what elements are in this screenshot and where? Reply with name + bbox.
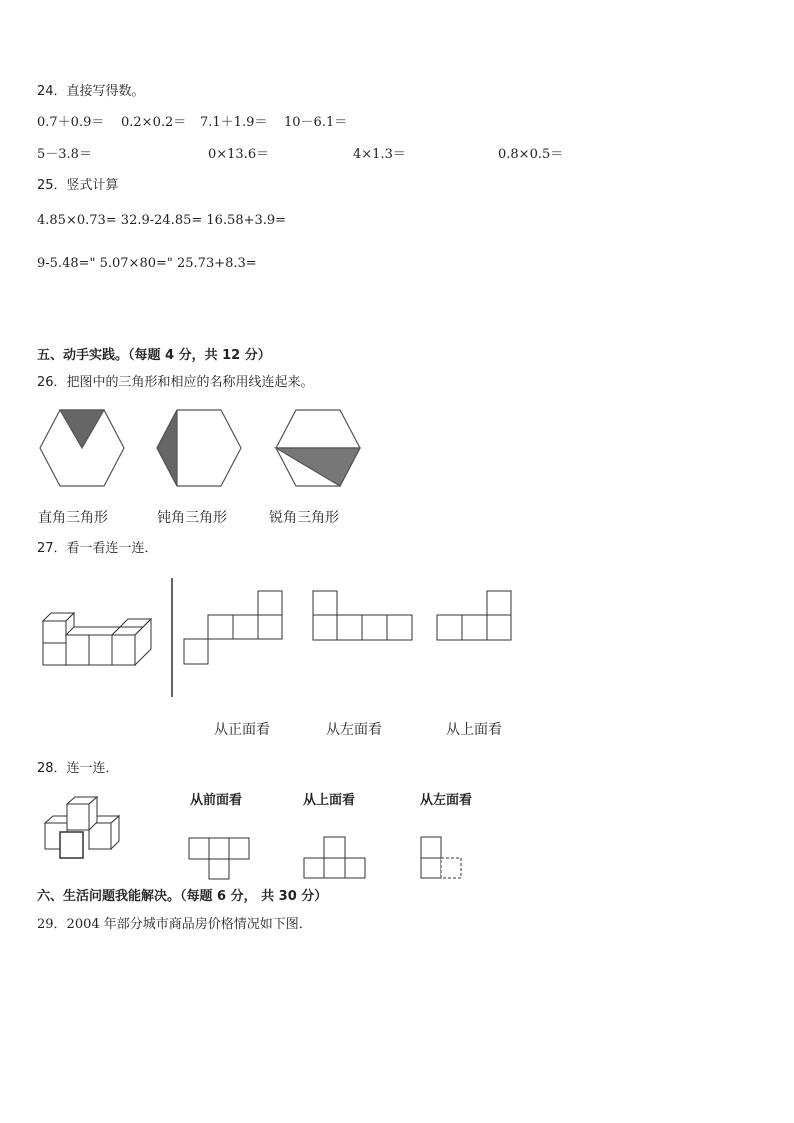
q24-item: 0.2×0.2＝ — [121, 115, 187, 130]
section-5-heading: 五、动手实践。（每题 4 分，共 12 分） — [37, 348, 271, 363]
q28-3d-cubes — [45, 797, 119, 858]
q25-line: 4.85×0.73= 32.9-24.85= 16.58+3.9= — [37, 213, 287, 228]
q27-label: 从上面看 — [446, 722, 502, 738]
q26-label: 锐角三角形 — [269, 510, 339, 526]
q25-line: 9-5.48=" 5.07×80=" 25.73+8.3= — [37, 256, 257, 271]
q29-title: 29．2004 年部分城市商品房价格情况如下图． — [37, 917, 312, 932]
q24-item: 0.8×0.5＝ — [498, 147, 564, 162]
q28-view-left — [421, 837, 461, 878]
q28-view-top — [304, 837, 365, 878]
q28-label: 从左面看 — [420, 793, 473, 808]
section-6-heading: 六、生活问题我能解决。（每题 6 分， 共 30 分） — [37, 889, 328, 904]
q28-label: 从上面看 — [303, 793, 356, 808]
q26-label: 直角三角形 — [38, 510, 108, 526]
q24-item: 10－6.1＝ — [284, 115, 348, 130]
q24-item: 0.7＋0.9＝ — [37, 115, 105, 130]
q28-label: 从前面看 — [190, 793, 243, 808]
q24-item: 0×13.6＝ — [208, 147, 270, 162]
q24-item: 5－3.8＝ — [37, 147, 92, 162]
q26-label: 钝角三角形 — [157, 510, 227, 526]
q27-title: 27．看一看连一连． — [37, 541, 158, 556]
q28-title: 28．连一连． — [37, 761, 119, 776]
q28-view-front — [189, 838, 249, 879]
q24-item: 7.1＋1.9＝ — [200, 115, 268, 130]
q26-title: 26．把图中的三角形和相应的名称用线连起来。 — [37, 375, 314, 390]
q25-title: 25．竖式计算 — [37, 178, 119, 193]
q27-label: 从左面看 — [326, 722, 382, 738]
q24-title: 24．直接写得数。 — [37, 84, 145, 99]
q27-label: 从正面看 — [214, 722, 270, 738]
q24-item: 4×1.3＝ — [353, 147, 406, 162]
